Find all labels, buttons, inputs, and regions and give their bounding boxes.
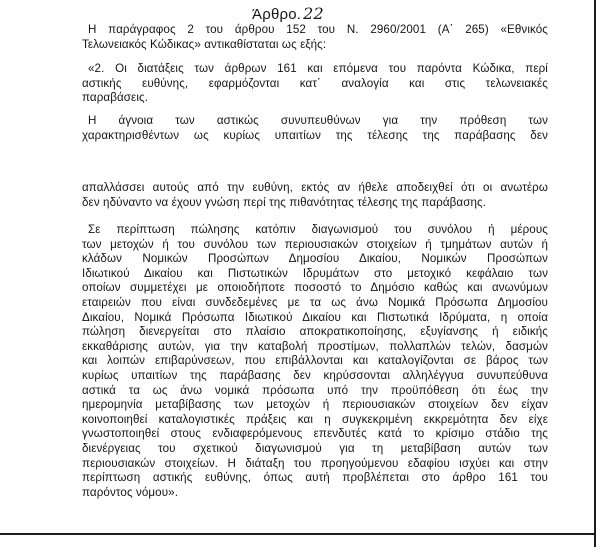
text-line: περιουσιακών στοιχείων. Η διάταξη του προηγούμενου εδαφίου ισχύει και στην (82, 456, 548, 470)
text-line: παρόντος νόμου». (82, 485, 179, 499)
paragraph-intro (82, 23, 548, 52)
text-line: οποίων συμμετέχει με οποιοδήποτε ποσοστό το Δημόσιο καθώς και ανωνύμων (82, 281, 548, 295)
paragraph-quote-start (82, 62, 548, 106)
text-line: απαλλάσσει αυτούς από την ευθύνη, εκτός αν ήθελε αποδειχθεί ότι οι ανωτέρω (82, 181, 548, 194)
text-line: και λοιπών επιβαρύνσεων, που επιβάλλονται και καταλογίζονται σε βάρος των (82, 354, 548, 368)
text-line: των μετοχών ή του συνόλου των περιουσιακών στοιχείων ή τμημάτων αυτών ή (82, 237, 548, 251)
paragraph-ignorance-cont (82, 181, 548, 210)
text-line: Σε περίπτωση πώλησης κατόπιν διαγωνισμού του συνόλου ή μέρους (88, 223, 548, 236)
text-line: «2. Οι διατάξεις των άρθρων 161 και επόμενα του παρόντα Κώδικα, περί (88, 62, 548, 75)
article-heading: Άρθρο. 22 (252, 4, 324, 23)
text-line: Τελωνειακός Κώδικας» αντικαθίσταται ως εξής: (82, 37, 327, 51)
text-line: διενέργειας του σχετικού διαγωνισμού για τη μεταβίβαση αυτών των (82, 441, 548, 455)
article-label: Άρθρο (252, 6, 297, 23)
text-line: περίπτωση αστικής ευθύνης, όπως αυτή προβλέπεται στο άρθρο 161 του (82, 471, 548, 485)
text-line: εκκαθάρισης αυτών, για την καταβολή προστίμων, πολλαπλών τελών, δασμών (82, 339, 548, 353)
text-line: κυρίως υπαιτίων της παράβασης δεν κηρύσσονται αλληλέγγυα συνυπεύθυνα (82, 368, 548, 382)
text-line: γνωστοποιηθεί στους ενδιαφερόμενους επενδυτές κατά το κρίσιμο στάδιο της (82, 427, 548, 441)
text-line: αστικά τα ως άνω νομικά πρόσωπα υπό την προϋπόθεση ότι έως την (82, 383, 548, 397)
paragraph-sale (82, 223, 548, 500)
text-line: Δικαίου, Νομικά Πρόσωπα Ιδιωτικού Δικαίου και Πιστωτικά Ιδρύματα, η οποία (82, 310, 548, 324)
text-line: δεν ηδύναντο να έχουν γνώση περί της πιθανότητας τέλεσης της παράβασης. (82, 195, 487, 209)
text-line: κλάδων Νομικών Προσώπων Δημοσίου Δικαίου, Νομικών Προσώπων (82, 252, 548, 266)
paragraph-ignorance (82, 114, 548, 143)
article-number-handwritten: 22 (303, 4, 324, 23)
text-line: ημερομηνία μεταβίβασης των μετοχών ή περιουσιακών στοιχείων δεν είχαν (82, 398, 548, 412)
text-line: παραβάσεις. (82, 91, 149, 105)
page-edge-right (594, 0, 596, 547)
text-line: αστικής ευθύνης, εφαρμόζονται κατ΄ αναλογία και στις τελωνειακές (82, 76, 548, 90)
text-line: Ιδιωτικού Δικαίου και Πιστωτικών Ιδρυμάτων στο μετοχικό κεφάλαιο των (82, 266, 548, 280)
text-line: Η άγνοια των αστικώς συνυπευθύνων για την πρόθεση των (88, 114, 548, 127)
text-line: πώληση διενεργείται στο πλαίσιο αποκρατικοποίησης, εξυγίανσης ή ειδικής (82, 325, 548, 339)
text-line: χαρακτηρισθέντων ως κυρίως υπαιτίων της τέλεσης της παράβασης δεν (82, 128, 548, 142)
text-line: Η παράγραφος 2 του άρθρου 152 του Ν. 2960/2001 (Α΄ 265) «Εθνικός (88, 23, 548, 36)
text-line: κοινοποιηθεί καταλογιστικές πράξεις και η συγκεκριμένη εκκρεμότητα δεν είχε (82, 412, 548, 426)
text-line: εταιρειών που είναι συνδεδεμένες με τα ως άνω Νομικά Πρόσωπα Δημοσίου (82, 295, 548, 309)
page-edge-bottom (0, 533, 596, 535)
